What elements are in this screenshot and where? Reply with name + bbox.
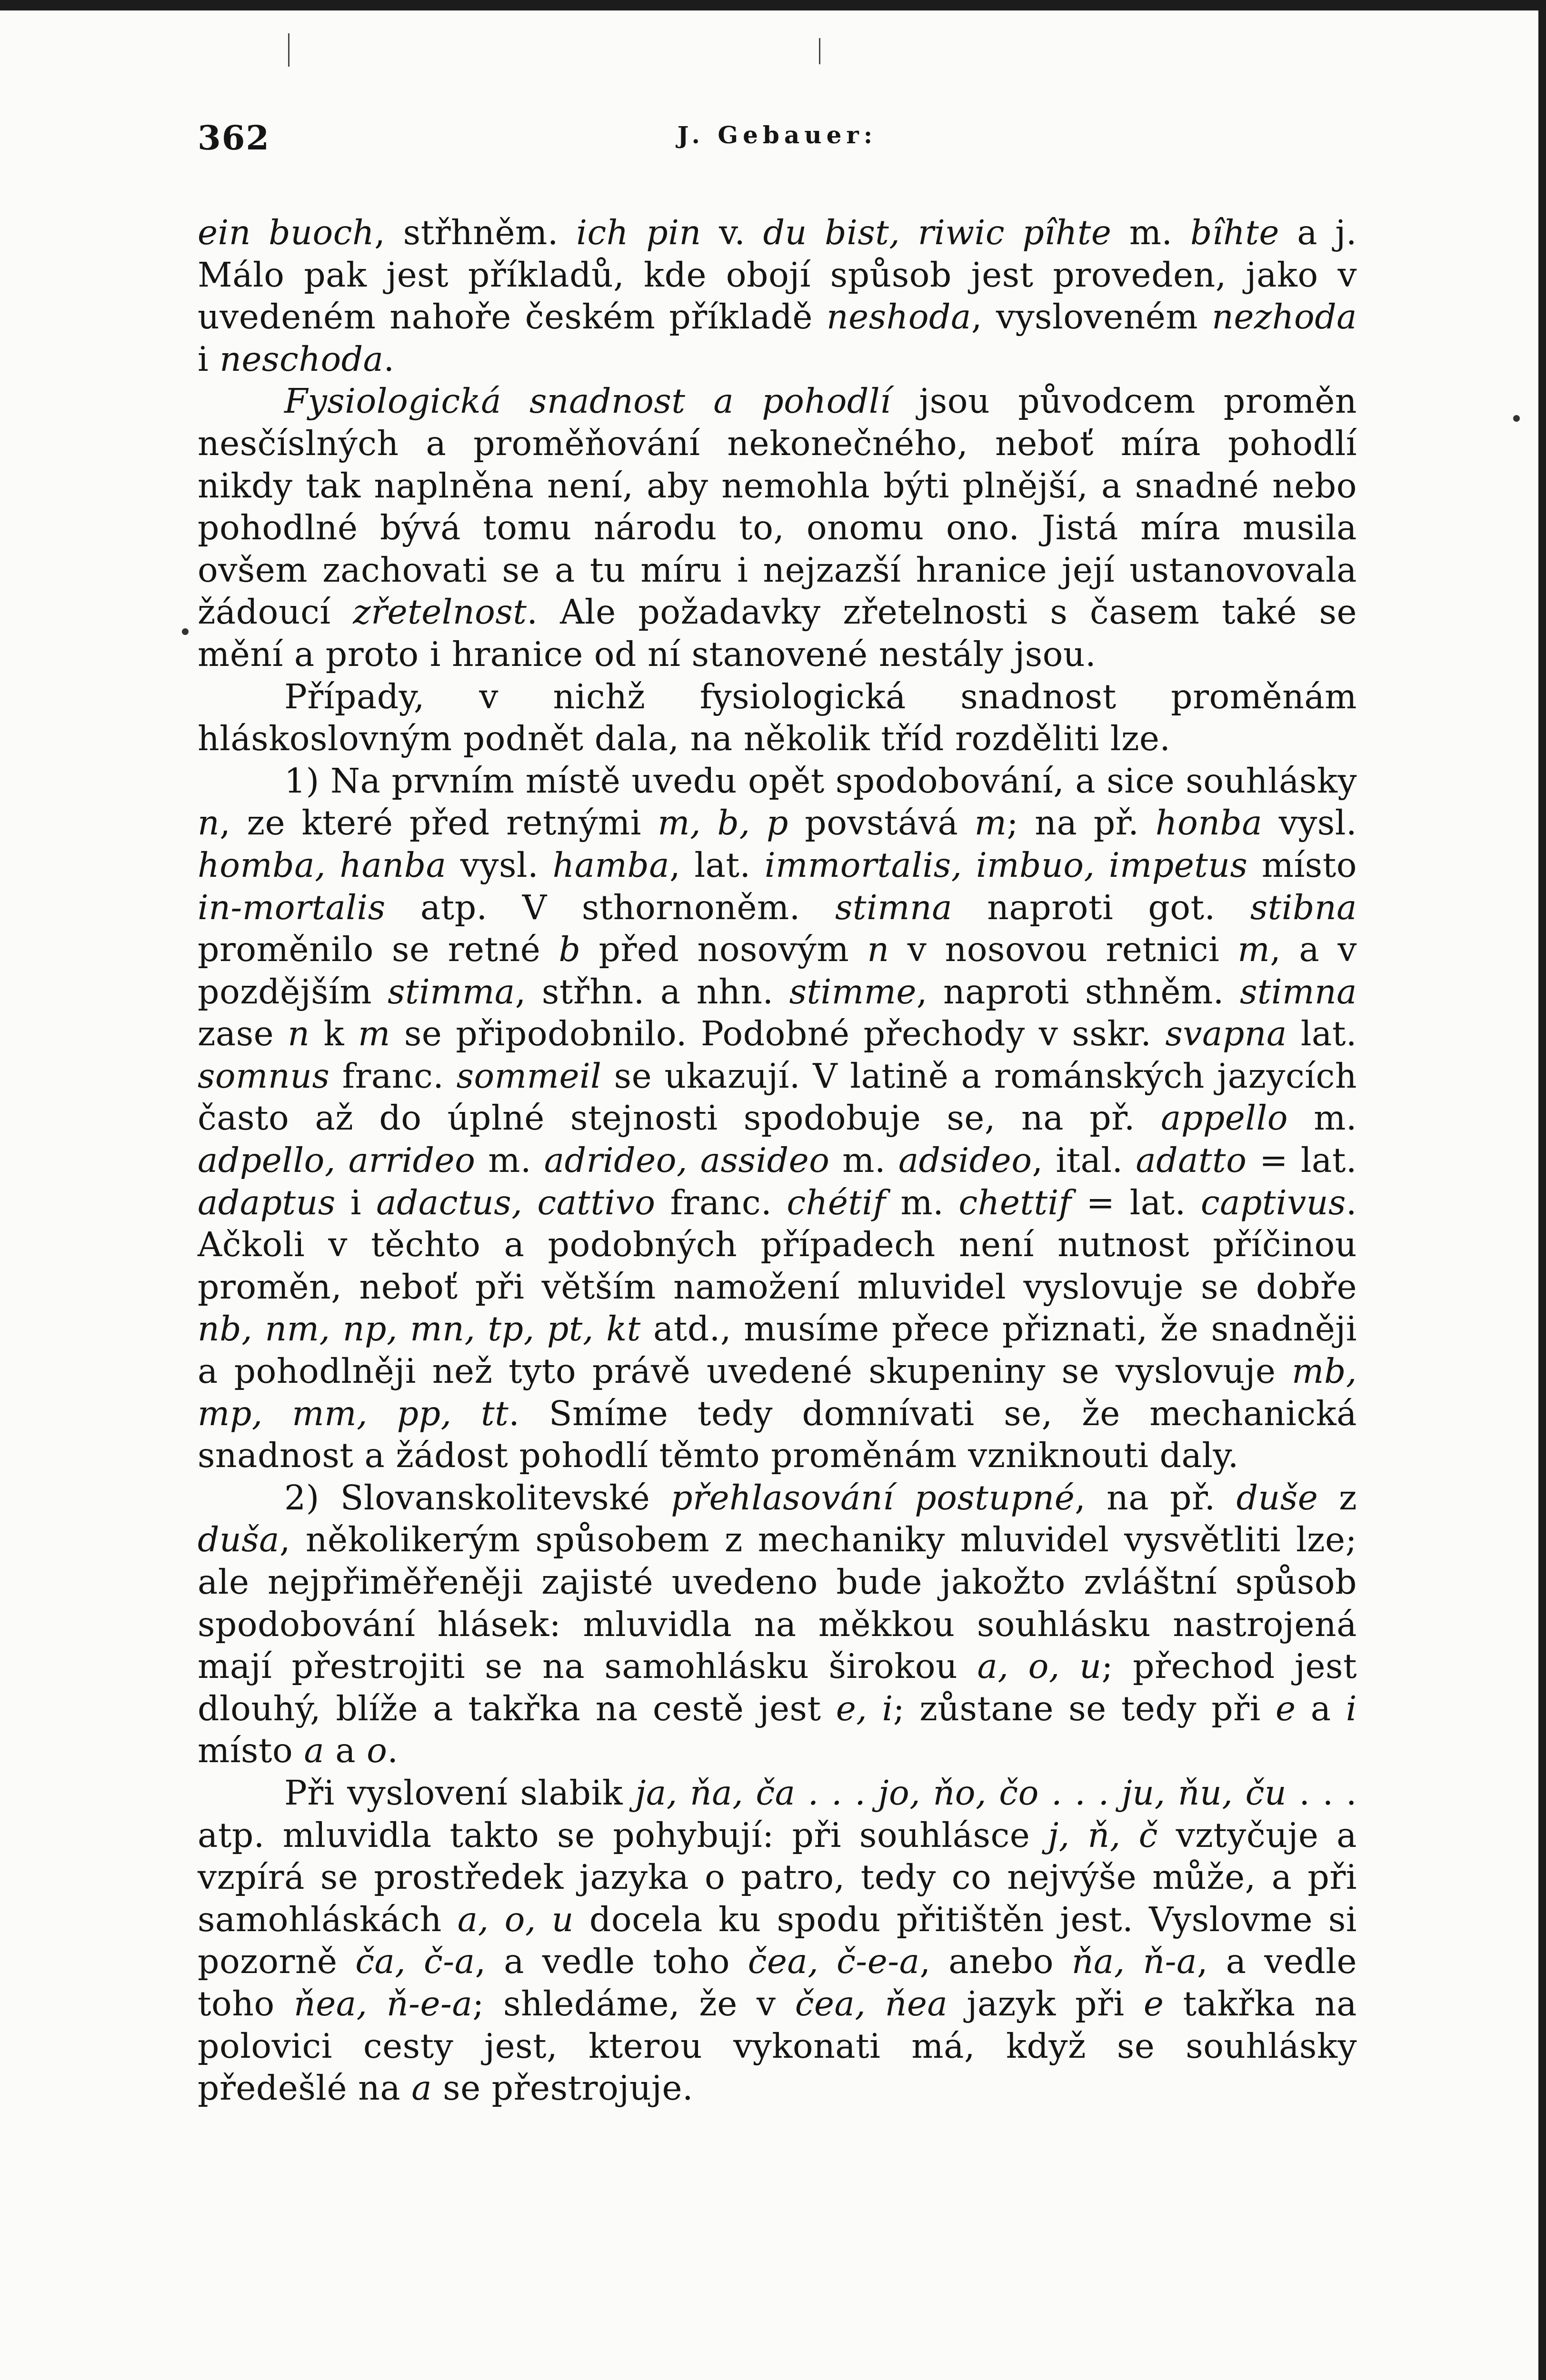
text-run: se připodobnilo. Podobné přechody v sskr. [390, 1014, 1166, 1054]
text-run: jazyk při [948, 1983, 1144, 2023]
text-run: jsou původcem proměn nesčíslných a proměňování nekonečného, neboť míra pohodlí nikdy tak naplněna není, aby nemohla býti plnější, a snadné nebo pohodlné bývá tomu národu to, onomu ono. Jistá míra musila ovšem zachovati se a tu míru i nejzazší hranice její ustanovovala žádoucí [198, 381, 1357, 632]
paragraph [198, 1772, 1357, 2110]
text-run: . [383, 339, 395, 379]
scan-mark [819, 38, 820, 64]
text-run: vysl. [1262, 803, 1357, 843]
text-run: naproti got. [952, 887, 1250, 927]
italic-run: du bist, riwic pîhte [763, 213, 1112, 252]
text-run: m. [1287, 1098, 1357, 1138]
italic-run: ja, ňa, ča . . . jo, ňo, čo . . . ju, ňu, ču [635, 1773, 1287, 1813]
text-run: Při vyslovení slabik [284, 1773, 636, 1813]
italic-run: čea, č-e-a [748, 1942, 920, 1982]
text-run: z [1318, 1478, 1357, 1517]
text-run: se ukazují. V latině a románských jazycích často až do úplné stejnosti spodobuje se, na př. [198, 1056, 1357, 1138]
italic-run: adactus, cattivo [376, 1182, 656, 1222]
text-run: docela ku spodu přitištěn jest. Vyslovme si pozorně [198, 1899, 1357, 1982]
page-number: 362 [198, 118, 270, 158]
text-run: = lat. [1247, 1140, 1357, 1180]
italic-run: přehlasování postupné [671, 1478, 1075, 1517]
italic-run: ich pin [576, 213, 701, 252]
italic-run: duše [1236, 1478, 1318, 1517]
text-run: . Ačkoli v těchto a podobných případech není nutnost příčinou proměn, neboť při větším namožení mluvidel vyslovuje se dobře [198, 1182, 1357, 1307]
text-run: franc. [329, 1056, 457, 1096]
paragraph [198, 1477, 1357, 1772]
italic-run: stimma [388, 972, 515, 1012]
text-run: proměnilo se retné [198, 930, 559, 970]
italic-run: nezhoda [1212, 297, 1357, 337]
italic-run: adatto [1136, 1140, 1247, 1180]
italic-run: a, o, u [457, 1899, 574, 1939]
text-run: ; zůstane se tedy při [893, 1688, 1276, 1728]
text-run: , střhn. a nhn. [515, 972, 789, 1012]
text-run: ; na př. [1007, 803, 1156, 843]
text-run: atd., musíme přece přiznati, že snadněji a pohodlněji než tyto právě uvedené skupeniny se vyslovuje [198, 1309, 1357, 1391]
text-run: . Smíme tedy domnívati se, že mechanická snadnost a žádost pohodlí těmto proměnám vzniknouti daly. [198, 1393, 1357, 1476]
paragraph [198, 760, 1357, 1477]
italic-run: sommeil [456, 1056, 602, 1096]
italic-run: bîhte [1190, 213, 1279, 252]
text-run: m. [886, 1182, 959, 1222]
italic-run: chétif [787, 1182, 886, 1222]
italic-run: adrideo, assideo [544, 1140, 830, 1180]
italic-run: svapna [1165, 1014, 1287, 1054]
italic-run: m [974, 803, 1007, 843]
text-run: místo [1247, 845, 1357, 885]
text-run: , ital. [1032, 1140, 1136, 1180]
italic-run: hamba [552, 845, 670, 885]
text-run: , a v pozdějším [198, 930, 1357, 1012]
italic-run: Fysiologická snadnost a pohodlí [284, 381, 891, 421]
italic-run: duša [198, 1520, 279, 1560]
text-run: lat. [1287, 1014, 1357, 1054]
italic-run: ča, č-a [355, 1942, 475, 1982]
text-run: ; přechod jest dlouhý, blíže a takřka na cestě jest [198, 1646, 1357, 1728]
text-run: a [1296, 1688, 1346, 1728]
paragraph [198, 676, 1357, 760]
text-run: vztyčuje a vzpírá se prostředek jazyka o patro, tedy co nejvýše může, a při samohláskách [198, 1815, 1357, 1939]
italic-run: b [559, 930, 581, 970]
running-head: J. Gebauer: [677, 121, 878, 149]
italic-run: n [288, 1014, 310, 1054]
text-run: , několikerým spůsobem z mechaniky mluvidel vysvětliti lze; ale nejpřiměřeněji zajisté uvedeno bude jakožto zvláštní spůsob spodobování hlásek: mluvidla na měkkou souhlásku nastrojená mají přestrojiti se na samohlásku širokou [198, 1520, 1357, 1686]
italic-run: immortalis, imbuo, impetus [764, 845, 1248, 885]
text-run: v nosovou retnici [889, 930, 1238, 970]
italic-run: neschoda [219, 339, 384, 379]
text-run: 2) Slovanskolitevské [284, 1478, 671, 1517]
italic-run: n [867, 930, 889, 970]
italic-run: zřetelnost [353, 592, 527, 632]
text-run: = lat. [1071, 1182, 1201, 1222]
scan-right-edge [1538, 0, 1546, 2380]
italic-run: adsideo [898, 1140, 1032, 1180]
italic-run: stibna [1250, 887, 1357, 927]
italic-run: mb, mp, mm, pp, tt [198, 1351, 1357, 1433]
text-run: , na př. [1075, 1478, 1237, 1517]
text-run: a j. Málo pak jest příkladů, kde obojí spůsob jest proveden, jako v uvedeném nahoře českém příkladě [198, 213, 1357, 337]
text-run: , ze které před retnými [219, 803, 658, 843]
text-run: , anebo [919, 1942, 1072, 1982]
italic-run: neshoda [826, 297, 971, 337]
text-run: m. [829, 1140, 898, 1180]
text-run: povstává [788, 803, 975, 843]
italic-run: nb, nm, np, mn, tp, pt, kt [198, 1309, 641, 1349]
text-run: zase [198, 1014, 288, 1054]
italic-run: stimna [1239, 972, 1357, 1012]
italic-run: homba, hanba [198, 845, 447, 885]
text-run: místo [198, 1731, 304, 1771]
text-run: m. [475, 1140, 544, 1180]
italic-run: a, o, u [977, 1646, 1102, 1686]
italic-run: honba [1155, 803, 1263, 843]
italic-run: m, b, p [658, 803, 788, 843]
text-run: , střhněm. [374, 213, 577, 252]
text-run: před nosovým [580, 930, 868, 970]
italic-run: m [1237, 930, 1270, 970]
italic-run: ňea, ň-e-a [293, 1983, 473, 2023]
italic-run: appello [1161, 1098, 1288, 1138]
text-run: , lat. [669, 845, 765, 885]
text-run: , naproti sthněm. [916, 972, 1240, 1012]
text-run: 1) Na prvním místě uvedu opět spodobování, a sice souhlásky [284, 761, 1357, 801]
text-run: . [387, 1731, 399, 1771]
text-run: i [198, 339, 220, 379]
text-run: . . . atp. mluvidla takto se pohybují: při souhlásce [198, 1773, 1357, 1855]
italic-run: a [411, 2068, 432, 2108]
italic-run: in-mortalis [198, 887, 386, 927]
italic-run: o [367, 1731, 388, 1771]
margin-mark [182, 628, 189, 635]
text-run: se přestrojuje. [432, 2068, 694, 2108]
italic-run: j, ň, č [1048, 1815, 1158, 1855]
text-run: v. [701, 213, 763, 252]
paragraph [198, 212, 1357, 380]
text-run: vysl. [446, 845, 553, 885]
text-run: i [335, 1182, 377, 1222]
text-run: , vysloveném [971, 297, 1212, 337]
text-run: takřka na polovici cesty jest, kterou vykonati má, když se souhlásky předešlé na [198, 1983, 1357, 2108]
italic-run: stimme [789, 972, 917, 1012]
text-run: , a vedle toho [475, 1942, 748, 1982]
italic-run: a [304, 1731, 325, 1771]
italic-run: adpello, arrideo [198, 1140, 476, 1180]
text-run: . Ale požadavky zřetelnosti s časem také se mění a proto i hranice od ní stanovené nestály jsou. [198, 592, 1357, 674]
italic-run: somnus [198, 1056, 330, 1096]
text-run: m. [1111, 213, 1190, 252]
text-run: ; shledáme, že v [472, 1983, 795, 2023]
text-run: atp. V sthornoněm. [385, 887, 835, 927]
italic-run: čea, ňea [795, 1983, 948, 2023]
body-text [198, 212, 1357, 2110]
italic-run: m [358, 1014, 390, 1054]
scan-mark [288, 33, 289, 67]
italic-run: e [1276, 1688, 1296, 1728]
scan-top-edge [0, 0, 1546, 10]
italic-run: captivus [1200, 1182, 1346, 1222]
italic-run: i [1346, 1688, 1357, 1728]
page-header [198, 118, 1357, 156]
text-run: franc. [655, 1182, 787, 1222]
italic-run: ein buoch [198, 213, 375, 252]
italic-run: e, i [836, 1688, 893, 1728]
text-run: k [309, 1014, 358, 1054]
italic-run: adaptus [198, 1182, 336, 1222]
text-run: a [324, 1731, 367, 1771]
text-run: , a vedle toho [198, 1942, 1357, 2023]
margin-mark [1513, 415, 1520, 422]
italic-run: n [198, 803, 220, 843]
italic-run: ňa, ň-a [1071, 1942, 1197, 1982]
italic-run: chettif [958, 1182, 1072, 1222]
paragraph [198, 380, 1357, 675]
italic-run: stimna [835, 887, 953, 927]
text-run: Případy, v nichž fysiologická snadnost proměnám hláskoslovným podnět dala, na několik tříd rozděliti lze. [198, 676, 1357, 759]
italic-run: e [1143, 1983, 1164, 2023]
